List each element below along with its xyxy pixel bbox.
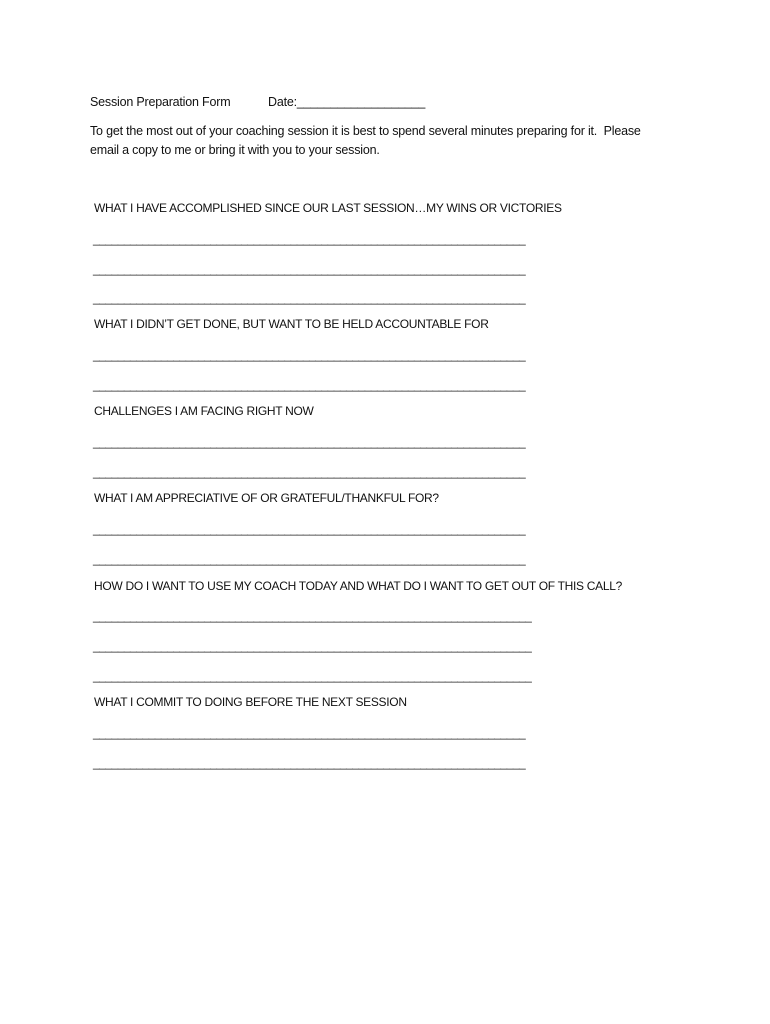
section-heading-challenges: CHALLENGES I AM FACING RIGHT NOW xyxy=(94,404,314,418)
answer-line: ______________________________________________________________________ xyxy=(93,378,526,392)
section-heading-commit: WHAT I COMMIT TO DOING BEFORE THE NEXT SESSION xyxy=(94,695,407,709)
answer-line: ______________________________________________________________________ xyxy=(93,552,526,566)
answer-line: _______________________________________________________________________ xyxy=(93,609,532,623)
answer-line: ______________________________________________________________________ xyxy=(93,232,526,246)
section-heading-use-coach: HOW DO I WANT TO USE MY COACH TODAY AND WHAT DO I WANT TO GET OUT OF THIS CALL? xyxy=(94,579,622,593)
answer-line: ______________________________________________________________________ xyxy=(93,756,526,770)
answer-line: ______________________________________________________________________ xyxy=(93,435,526,449)
form-title: Session Preparation Form xyxy=(90,95,231,109)
answer-line: ______________________________________________________________________ xyxy=(93,522,526,536)
intro-line-1: To get the most out of your coaching session it is best to spend several minutes preparing for it. Please xyxy=(90,124,641,138)
answer-line: _______________________________________________________________________ xyxy=(93,669,532,683)
intro-line-2: email a copy to me or bring it with you to your session. xyxy=(90,143,380,157)
answer-line: ______________________________________________________________________ xyxy=(93,465,526,479)
section-heading-accountable: WHAT I DIDN’T GET DONE, BUT WANT TO BE HELD ACCOUNTABLE FOR xyxy=(94,317,489,331)
section-heading-grateful: WHAT I AM APPRECIATIVE OF OR GRATEFUL/THANKFUL FOR? xyxy=(94,491,439,505)
section-heading-accomplished: WHAT I HAVE ACCOMPLISHED SINCE OUR LAST SESSION…MY WINS OR VICTORIES xyxy=(94,201,562,215)
date-field: Date:___________________ xyxy=(268,95,426,109)
answer-line: ______________________________________________________________________ xyxy=(93,291,526,305)
answer-line: ______________________________________________________________________ xyxy=(93,726,526,740)
answer-line: _______________________________________________________________________ xyxy=(93,639,532,653)
answer-line: ______________________________________________________________________ xyxy=(93,348,526,362)
answer-line: ______________________________________________________________________ xyxy=(93,262,526,276)
